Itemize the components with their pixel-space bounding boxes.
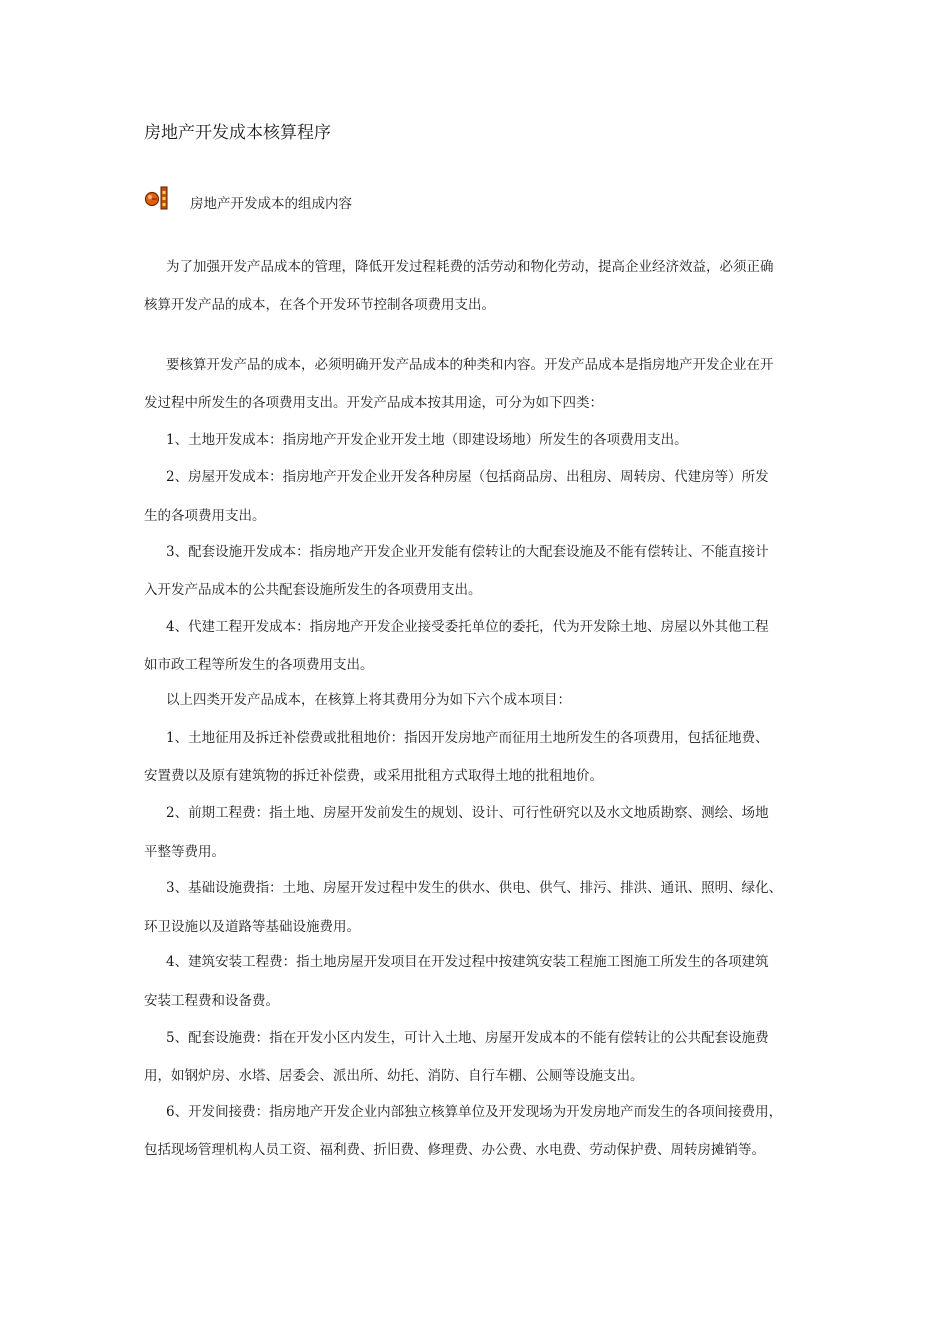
list-item-continuation: 如市政工程等所发生的各项费用支出。: [144, 657, 374, 673]
paragraph-line: 发过程中所发生的各项费用支出。开发产品成本按其用途，可分为如下四类：: [144, 395, 603, 411]
list-item-continuation: 安装工程费和设备费。: [144, 993, 279, 1009]
list-item: 3、基础设施费指：土地、房屋开发过程中发生的供水、供电、供气、排污、排洪、通讯、照明、绿化、: [166, 880, 783, 896]
list-item: 5、配套设施费：指在开发小区内发生，可计入土地、房屋开发成本的不能有偿转让的公共配套设施费: [166, 1030, 769, 1046]
list-item: 6、开发间接费：指房地产开发企业内部独立核算单位及开发现场为开发房地产而发生的各项间接费用，: [166, 1104, 783, 1120]
list-item-continuation: 生的各项费用支出。: [144, 508, 266, 524]
list-item-continuation: 用，如钢炉房、水塔、居委会、派出所、幼托、消防、自行车棚、公厕等设施支出。: [144, 1068, 644, 1084]
paragraph-line: 要核算开发产品的成本，必须明确开发产品成本的种类和内容。开发产品成本是指房地产开发企业在开: [166, 357, 774, 373]
list-item: 1、土地征用及拆迁补偿费或批租地价：指因开发房地产而征用土地所发生的各项费用，包括征地费、: [166, 730, 769, 746]
list-item-continuation: 包括现场管理机构人员工资、福利费、折旧费、修理费、办公费、水电费、劳动保护费、周转房摊销等。: [144, 1142, 765, 1158]
list-item: 2、前期工程费：指土地、房屋开发前发生的规划、设计、可行性研究以及水文地质勘察、测绘、场地: [166, 805, 769, 821]
paragraph-line: 核算开发产品的成本，在各个开发环节控制各项费用支出。: [144, 297, 495, 313]
paragraph-line: 以上四类开发产品成本，在核算上将其费用分为如下六个成本项目：: [166, 692, 571, 708]
list-item: 4、建筑安装工程费：指土地房屋开发项目在开发过程中按建筑安装工程施工图施工所发生的各项建筑: [166, 954, 769, 970]
list-item-continuation: 平整等费用。: [144, 844, 225, 860]
list-item-continuation: 入开发产品成本的公共配套设施所发生的各项费用支出。: [144, 582, 482, 598]
section-heading: 房地产开发成本的组成内容: [190, 196, 352, 212]
list-item: 2、房屋开发成本：指房地产开发企业开发各种房屋（包括商品房、出租房、周转房、代建房等）所发: [166, 469, 769, 485]
paragraph-line: 为了加强开发产品成本的管理，降低开发过程耗费的活劳动和物化劳动，提高企业经济效益，必须正确: [166, 259, 774, 275]
document-title: 房地产开发成本核算程序: [144, 123, 331, 143]
list-item: 4、代建工程开发成本：指房地产开发企业接受委托单位的委托，代为开发除土地、房屋以外其他工程: [166, 619, 769, 635]
orange-bullet-icon: [144, 186, 172, 210]
list-item-continuation: 环卫设施以及道路等基础设施费用。: [144, 919, 360, 935]
list-item-continuation: 安置费以及原有建筑物的拆迁补偿费，或采用批租方式取得土地的批租地价。: [144, 768, 603, 784]
list-item: 1、土地开发成本：指房地产开发企业开发土地（即建设场地）所发生的各项费用支出。: [166, 432, 688, 448]
list-item: 3、配套设施开发成本：指房地产开发企业开发能有偿转让的大配套设施及不能有偿转让、不能直接计: [166, 544, 769, 560]
